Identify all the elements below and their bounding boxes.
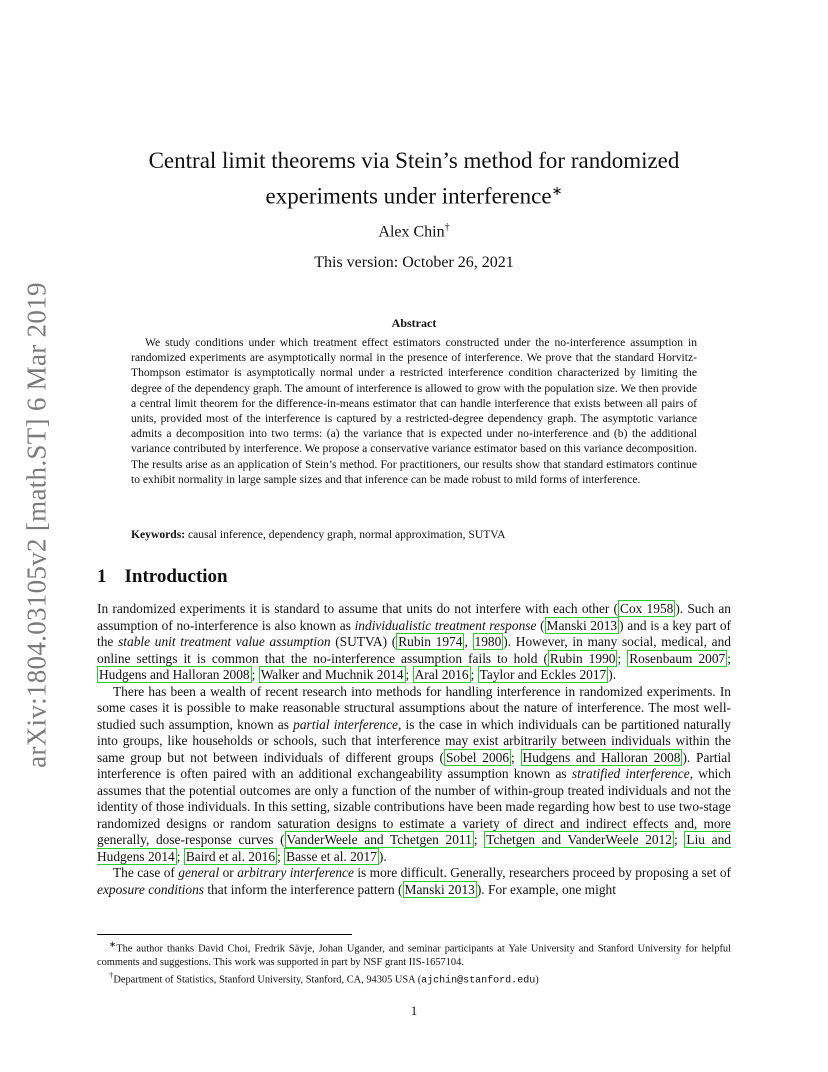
author-email[interactable]: ajchin@stanford.edu (421, 975, 536, 987)
text: ; (511, 749, 521, 765)
text: ; (176, 848, 184, 864)
keywords (131, 528, 697, 541)
title-line-1: Central limit theorems via Stein’s method for randomized (148, 148, 680, 173)
text: ; (674, 832, 685, 847)
author (97, 222, 731, 241)
author-footnote-mark[interactable]: † (444, 222, 450, 233)
section-title: Introduction (124, 566, 228, 587)
text: that inform the interference pattern ( (203, 881, 403, 897)
abstract-text: We study conditions under which treatment effect estimators constructed under the no-interference assumption in randomized experiments are asymptotically normal in the presence of interference. We prove that the standard Horvitz-Thompson estimator is asymptotically normal under a restricted interference condition characterized by limiting the degree of the dependency graph. The amount of interference is allowed to grow with the population size. We then provide a central limit theorem for the difference-in-means estimator that can handle interference that exists between all pairs of units, provided most of the interference is captured by a restricted-degree dependency graph. The asymptotic variance admits a decomposition into two terms: (a) the variance that is expected under no-interference and (b) the additional variance contributed by interference. We propose a conservative variance estimator based on this variance decomposition. The results arise as an application of Stein’s method. For practitioners, our results show that standard estimators continue to exhibit normality in large sample sizes and that inference can be made robust to mild forms of interference. (131, 336, 697, 486)
footnote-1 (97, 938, 731, 969)
citation-link[interactable]: Rubin 1990 (549, 650, 616, 666)
text: ; (473, 832, 485, 847)
arxiv-stamp (20, 275, 54, 775)
citation-link[interactable]: Rosenbaum 2007 (629, 650, 726, 666)
text: ; (470, 667, 478, 682)
title-line-2 (97, 176, 731, 212)
footnote-1-text: The author thanks David Choi, Fredrik Sävje, Johan Ugander, and seminar participants at Yale University and Stanford University for helpful comments and suggestions. This work was supported in part by NSF grant IIS-1657104. (97, 943, 731, 968)
footnote-2-text: Department of Statistics, Stanford University, Stanford, CA, 94305 USA ( (113, 974, 422, 986)
body-text (97, 601, 731, 898)
page-number: 1 (410, 1003, 418, 1018)
emphasis: arbitrary interference (237, 865, 354, 880)
citation-link[interactable]: 1980 (474, 634, 502, 649)
citation-link[interactable]: Baird et al. 2016 (185, 848, 276, 864)
version-date: This version: October 26, 2021 (314, 254, 514, 271)
citation-link[interactable]: Basse et al. 2017 (286, 848, 377, 864)
title-line-2-text: experiments under interference (265, 183, 552, 209)
paper-title (97, 146, 731, 212)
citation-link[interactable]: Rubin 1974 (398, 634, 463, 649)
text: , which assumes that the potential outcomes are only a function of the number of within-group treated individuals and not the identity of those individuals. In this setting, sizable contributions have been made regarding how best to use two-stage randomized designs or random saturation designs to estimate a variety of direct and indirect effects and, more generally, dose-response curves ( (97, 766, 732, 847)
citation-link[interactable]: Tchetgen and VanderWeele 2012 (486, 832, 672, 847)
text: ). Such an assumption of no-interference is also known as (97, 601, 731, 633)
citation-link[interactable]: Walker and Muchnik 2014 (260, 667, 404, 682)
text: ; (277, 848, 285, 864)
keywords-label: Keywords: (131, 528, 186, 541)
text: The case of (113, 865, 179, 880)
footnote-rule (97, 934, 352, 935)
text: (SUTVA) ( (330, 634, 397, 649)
text: ; (727, 650, 731, 666)
author-name: Alex Chin (378, 223, 445, 241)
citation-link[interactable]: Hudgens and Halloran 2008 (522, 749, 681, 765)
text: ) and is a key part of the (97, 617, 731, 649)
arxiv-stamp-text: arXiv:1804.03105v2 [math.ST] 6 Mar 2019 (21, 282, 52, 768)
text: ( (536, 617, 545, 633)
footnote-2-close: ) (535, 974, 539, 986)
paragraph-2 (97, 684, 731, 866)
paragraph-1 (97, 601, 731, 684)
text: , is the case in which individuals can be partitioned naturally into groups, like households or schools, such that interference may exist arbitrarily between individuals within the same group but not between individuals of different groups ( (97, 716, 731, 765)
text: ; (251, 667, 259, 682)
text: or (219, 865, 238, 880)
text: ). (608, 667, 617, 682)
section-heading (97, 566, 228, 588)
citation-link[interactable]: Cox 1958 (620, 601, 674, 616)
text: ; (405, 667, 413, 682)
keywords-text: causal inference, dependency graph, normal approximation, SUTVA (188, 528, 506, 541)
citation-link[interactable]: VanderWeele and Tchetgen 2011 (286, 832, 472, 847)
text: is more difficult. Generally, researchers proceed by proposing a set of (353, 865, 731, 880)
text: ; (617, 650, 628, 666)
emphasis: stable unit treatment value assumption (118, 634, 331, 649)
abstract-heading: Abstract (391, 316, 437, 330)
footnote-2-mark: † (109, 970, 114, 981)
text: , (464, 634, 473, 649)
emphasis: stratified interference (571, 766, 690, 781)
text: ). However, in many social, medical, and online settings it is common that the no-interference assumption fails to hold ( (97, 634, 732, 666)
citation-link[interactable]: Liu and Hudgens 2014 (97, 832, 731, 864)
text: ). For example, one might (476, 881, 616, 897)
citation-link[interactable]: Manski 2013 (546, 617, 618, 633)
emphasis: general (178, 865, 220, 880)
emphasis: exposure conditions (97, 881, 204, 897)
citation-link[interactable]: Taylor and Eckles 2017 (479, 667, 607, 682)
text: In randomized experiments it is standard to assume that units do not interfere with each other ( (97, 601, 619, 616)
footnote-1-mark: ∗ (109, 939, 117, 949)
text: There has been a wealth of recent research into methods for handling interference in randomized experiments. In some cases it is possible to make reasonable structural assumptions about the nature of interference. The most well-studied such assumption, known as (97, 683, 731, 732)
section-number: 1 (97, 566, 107, 587)
citation-link[interactable]: Aral 2016 (414, 667, 469, 682)
footnotes (97, 938, 731, 988)
footnote-2 (97, 969, 731, 988)
paragraph-3 (97, 865, 731, 898)
text: ). (378, 848, 387, 864)
emphasis: partial interference (293, 716, 398, 732)
citation-link[interactable]: Manski 2013 (404, 881, 475, 897)
title-footnote-mark[interactable]: ∗ (551, 183, 563, 198)
emphasis: individualistic treatment response (354, 617, 537, 633)
citation-link[interactable]: Hudgens and Halloran 2008 (99, 667, 250, 682)
citation-link[interactable]: Sobel 2006 (445, 749, 510, 765)
text: ). Partial interference is often paired with an additional exchangeability assumption known as (97, 749, 731, 781)
